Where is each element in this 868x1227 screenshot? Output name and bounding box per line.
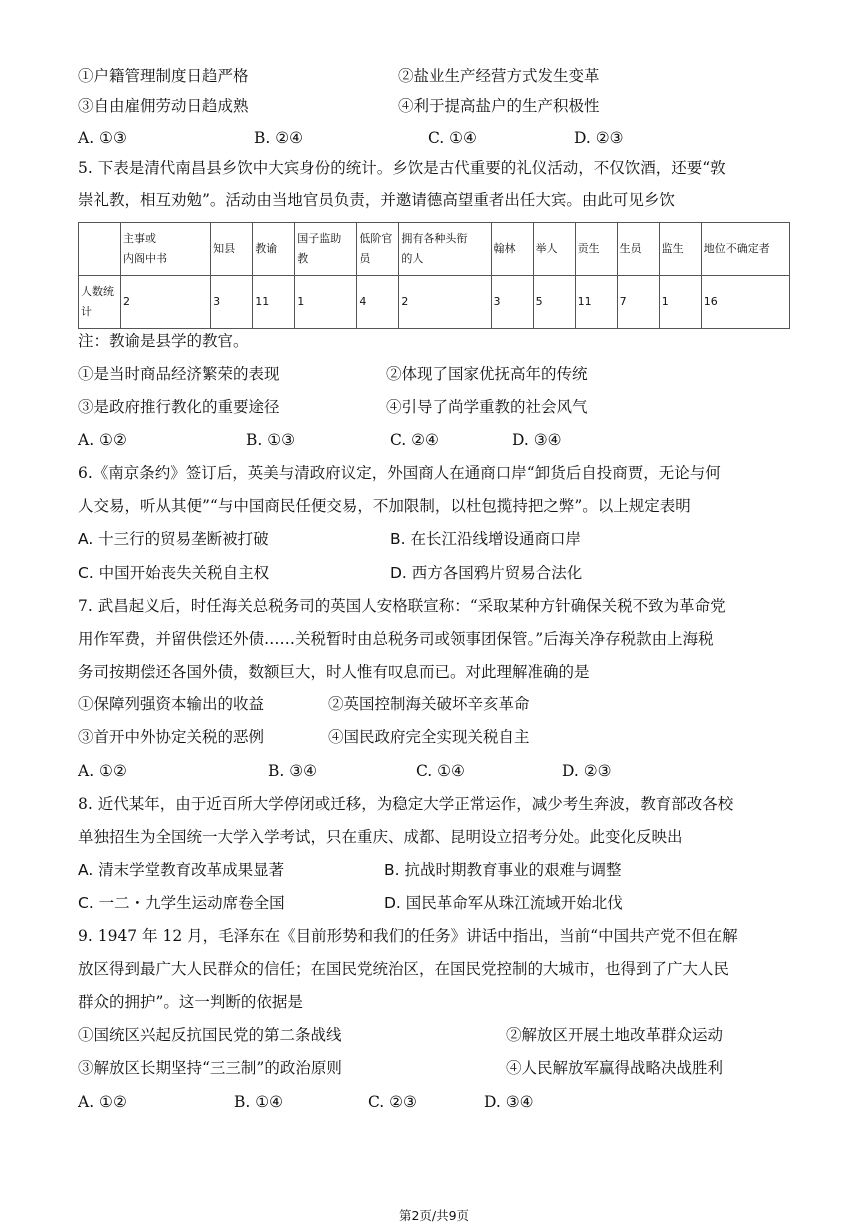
table-row <box>79 276 790 329</box>
table-cell: 3 <box>491 276 533 329</box>
q7-choice-b: B. ③④ <box>268 762 318 780</box>
q6-stem-line-2: 人交易，听从其便”“与中国商民任便交易，不加限制，以杜包揽持把之弊”。以上规定表明 <box>78 497 691 515</box>
q7-statement-4: ④国民政府完全实现关税自主 <box>328 728 530 746</box>
q8-stem-line-1: 8. 近代某年，由于近百所大学停闭或迁移，为稳定大学正常运作，减少考生奔波，教育部改各校 <box>78 795 734 813</box>
table-header-cell: 翰林 <box>491 223 533 276</box>
q9-choice-b: B. ①④ <box>234 1093 284 1111</box>
q6-stem-line-1: 6.《南京条约》签订后，英美与清政府议定，外国商人在通商口岸“卸货后自投商贾，无论与何 <box>78 464 721 482</box>
q5-choice-c: C. ②④ <box>390 431 439 449</box>
q8-choice-d: D. 国民革命军从珠江流域开始北伐 <box>384 894 623 912</box>
q7-stem-line-1: 7. 武昌起义后，时任海关总税务司的英国人安格联宣称：“采取某种方针确保关税不致为革命党 <box>78 597 726 615</box>
q7-choice-a: A. ①② <box>78 762 127 780</box>
q9-choice-a: A. ①② <box>78 1093 127 1111</box>
q7-choice-c: C. ①④ <box>416 762 465 780</box>
q5-stem-line-2: 崇礼教，相互劝勉”。活动由当地官员负责，并邀请德高望重者出任大宾。由此可见乡饮 <box>78 191 675 209</box>
q9-stem-line-1: 9. 1947 年 12 月，毛泽东在《目前形势和我们的任务》讲话中指出，当前“中国共产党不但在解 <box>78 927 738 945</box>
table-header-cell: 监生 <box>659 223 701 276</box>
q9-statement-3: ③解放区长期坚持“三三制”的政治原则 <box>78 1059 342 1077</box>
table-cell: 11 <box>253 276 295 329</box>
q9-statement-2: ②解放区开展土地改革群众运动 <box>506 1026 724 1044</box>
q6-choice-b: B. 在长江沿线增设通商口岸 <box>390 530 581 548</box>
q4-choice-a: A. ①③ <box>78 129 127 147</box>
table-header-cell <box>79 223 121 276</box>
q5-statement-2: ②体现了国家优抚高年的传统 <box>386 365 588 383</box>
table-cell: 2 <box>121 276 211 329</box>
q7-stem-line-3: 务司按期偿还各国外债，数额巨大，时人惟有叹息而已。对此理解准确的是 <box>78 663 590 681</box>
table-cell: 7 <box>617 276 659 329</box>
table-cell: 2 <box>399 276 491 329</box>
table-cell: 3 <box>211 276 253 329</box>
q4-statement-2: ②盐业生产经营方式发生变革 <box>398 67 600 85</box>
table-header-cell: 国子监助 教 <box>295 223 357 276</box>
q7-statement-3: ③首开中外协定关税的恶例 <box>78 728 265 746</box>
q8-choice-c: C. 一二・九学生运动席卷全国 <box>78 894 285 912</box>
q5-statistics-table <box>78 222 790 329</box>
table-cell: 16 <box>701 276 789 329</box>
q9-choice-d: D. ③④ <box>484 1093 534 1111</box>
q8-choice-b: B. 抗战时期教育事业的艰难与调整 <box>384 861 622 879</box>
q9-stem-line-2: 放区得到最广大人民群众的信任；在国民党统治区，在国民党控制的大城市，也得到了广大人民 <box>78 960 730 978</box>
table-cell: 11 <box>575 276 617 329</box>
q6-choice-c: C. 中国开始丧失关税自主权 <box>78 564 270 582</box>
q9-stem-line-3: 群众的拥护”。这一判断的依据是 <box>78 993 303 1011</box>
table-header-cell: 生员 <box>617 223 659 276</box>
q4-statement-1: ①户籍管理制度日趋严格 <box>78 67 249 85</box>
q4-choice-c: C. ①④ <box>428 129 477 147</box>
q7-choice-d: D. ②③ <box>562 762 612 780</box>
table-cell: 1 <box>295 276 357 329</box>
q7-statement-2: ②英国控制海关破坏辛亥革命 <box>328 695 530 713</box>
table-header-cell: 拥有各种头衔 的人 <box>399 223 491 276</box>
table-header-cell: 举人 <box>533 223 575 276</box>
table-header-cell: 贡生 <box>575 223 617 276</box>
q4-choice-b: B. ②④ <box>254 129 304 147</box>
table-header-cell: 地位不确定者 <box>701 223 789 276</box>
page-number-footer: 第2页/共9页 <box>398 1208 470 1223</box>
table-header-cell: 主事或 内阁中书 <box>121 223 211 276</box>
q9-statement-1: ①国统区兴起反抗国民党的第二条战线 <box>78 1026 342 1044</box>
table-cell: 1 <box>659 276 701 329</box>
q7-stem-line-2: 用作军费，并留供偿还外债……关税暂时由总税务司或领事团保管。”后海关净存税款由上海税 <box>78 630 714 648</box>
q8-stem-line-2: 单独招生为全国统一大学入学考试，只在重庆、成都、昆明设立招考分处。此变化反映出 <box>78 828 683 846</box>
q9-choice-c: C. ②③ <box>368 1093 417 1111</box>
q5-choice-b: B. ①③ <box>246 431 296 449</box>
q9-statement-4: ④人民解放军赢得战略决战胜利 <box>506 1059 724 1077</box>
table-cell: 4 <box>357 276 399 329</box>
table-header-row <box>79 223 790 276</box>
q5-stem-line-1: 5. 下表是清代南昌县乡饮中大宾身份的统计。乡饮是古代重要的礼仪活动，不仅饮酒，还要“敦 <box>78 159 726 177</box>
table-header-cell: 低阶官 员 <box>357 223 399 276</box>
q4-statement-3: ③自由雇佣劳动日趋成熟 <box>78 97 249 115</box>
q4-choice-d: D. ②③ <box>574 129 624 147</box>
table-header-cell: 教谕 <box>253 223 295 276</box>
q5-statement-1: ①是当时商品经济繁荣的表现 <box>78 365 280 383</box>
q5-choice-a: A. ①② <box>78 431 127 449</box>
q5-note: 注：教谕是县学的教官。 <box>78 332 249 350</box>
q4-statement-4: ④利于提高盐户的生产积极性 <box>398 97 600 115</box>
q6-choice-d: D. 西方各国鸦片贸易合法化 <box>390 564 583 582</box>
table-header-cell: 知县 <box>211 223 253 276</box>
q8-choice-a: A. 清末学堂教育改革成果显著 <box>78 861 285 879</box>
q5-choice-d: D. ③④ <box>512 431 562 449</box>
table-cell: 5 <box>533 276 575 329</box>
q5-statement-3: ③是政府推行教化的重要途径 <box>78 398 280 416</box>
q6-choice-a: A. 十三行的贸易垄断被打破 <box>78 530 269 548</box>
q5-statement-4: ④引导了尚学重教的社会风气 <box>386 398 588 416</box>
table-row-label: 人数统 计 <box>79 276 121 329</box>
q7-statement-1: ①保障列强资本输出的收益 <box>78 695 265 713</box>
